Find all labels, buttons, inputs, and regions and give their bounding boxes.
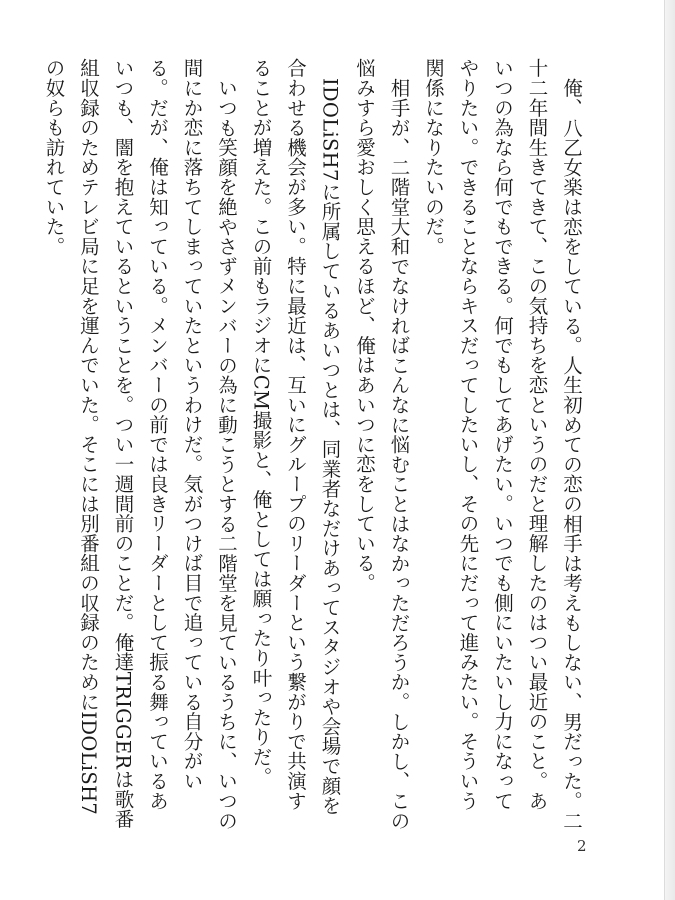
- paragraph-1: 俺、八乙女楽は恋をしている。人生初めての恋の相手は考えもしない、男だった。二十二年間生きてきて、この気持ちを恋というのだと理解したのはつい最近のこと。あいつの為なら何でもできる。何でもしてあげたい。いつでも側にいたいし力になってやりたい。できることならキスだってしたいし、その先にだって進みたい。そういう関係になりたいのだ。: [422, 58, 583, 830]
- page-edge: [664, 0, 675, 900]
- paragraph-3: IDOLiSH7に所属しているあいつとは、同業者なだけあってスタジオや会場で顔を合わせる機会が多い。特に最近は、互いにグループのリーダーという繋がりで共演することが増えた。この前もラジオにCM撮影と、俺としては願ったり叶ったりだ。: [249, 58, 342, 815]
- paragraph-4: いつも笑顔を絶やさずメンバーの為に動こうとする二階堂を見ているうちに、いつの間にか恋に落ちてしまっていたというわけだ。気がつけば目で追っている自分がいる。だが、俺は知っている。メンバーの前では良きリーダーとして振る舞っているあいつも、闇を抱えているということを。つい一週間前のことだ。俺達TRIGGERは歌番組収録のためテレビ局に足を運んでいた。そこには別番組の収録のためにIDOLiSH7の奴らも訪れていた。: [42, 58, 238, 830]
- text-frame: [42, 58, 588, 830]
- page-number: 2: [577, 837, 587, 855]
- paragraph-2: 相手が、二階堂大和でなければこんなに悩むことはなかっただろうか。しかし、この悩みすら愛おしく思えるほど、俺はあいつに恋をしている。: [353, 58, 411, 830]
- vertical-text-body: [42, 58, 588, 830]
